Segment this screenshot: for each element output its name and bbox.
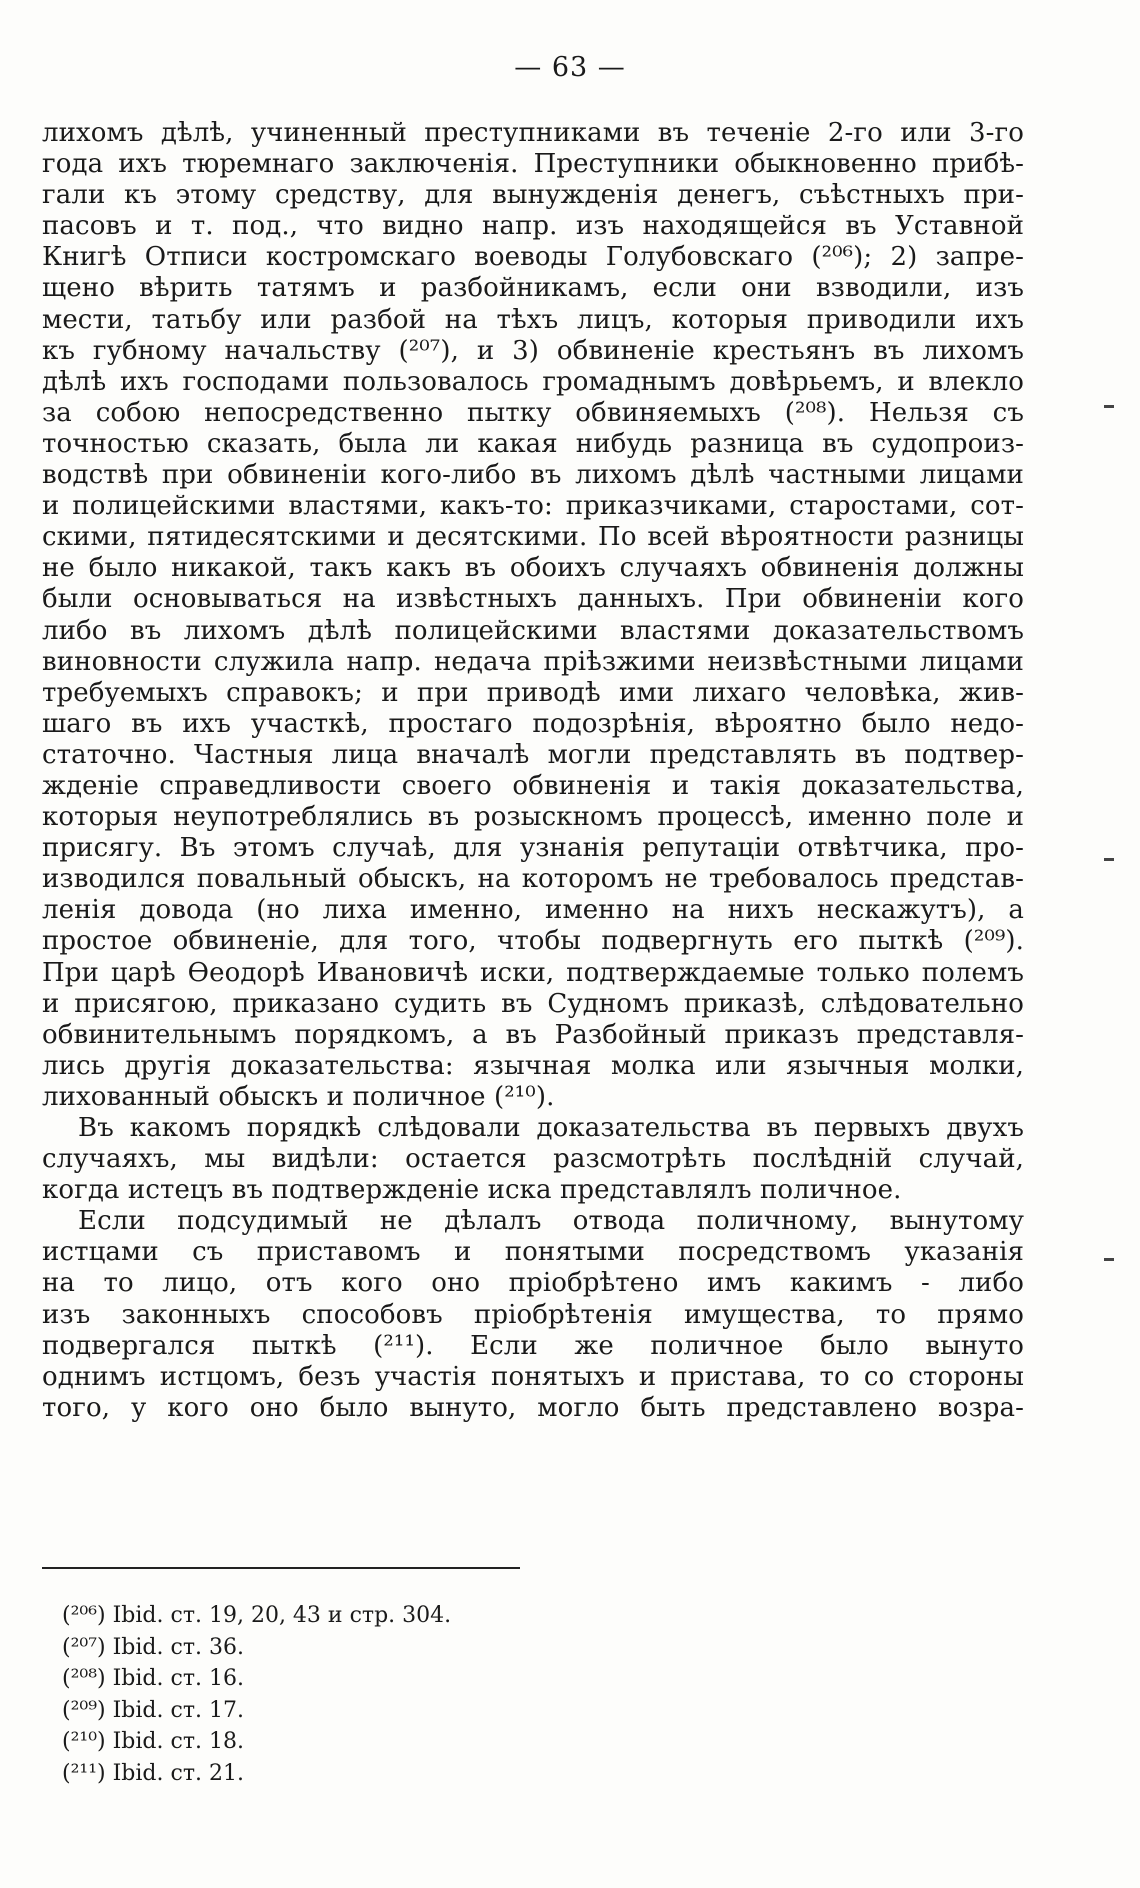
text-line: требуемыхъ справокъ; и при приводѣ ими лихаго человѣка, жив- (42, 677, 1024, 708)
text-line: изводился повальный обыскъ, на которомъ не требовалось представ- (42, 864, 1024, 895)
text-line: которыя неупотреблялись въ розыскномъ процессѣ, именно поле и (42, 802, 1024, 833)
footnote: (²⁰⁸) Ibid. ст. 16. (62, 1666, 244, 1691)
text-line: не было никакой, такъ какъ въ обоихъ случаяхъ обвиненія должны (42, 553, 1024, 584)
text-line: и полицейскими властями, какъ-то: приказчиками, старостами, сот- (42, 491, 1024, 522)
text-line: виновности служила напр. недача пріѣзжими неизвѣстными лицами (42, 646, 1024, 677)
scan-margin-mark (1104, 858, 1114, 861)
text-line: простое обвиненіе, для того, чтобы подвергнуть его пыткѣ (²⁰⁹). (42, 926, 1024, 957)
text-line: гали къ этому средству, для вынужденія денегъ, съѣстныхъ при- (42, 180, 1024, 211)
text-line: года ихъ тюремнаго заключенія. Преступники обыкновенно прибѣ- (42, 149, 1024, 180)
text-line: истцами съ приставомъ и понятыми посредствомъ указанія (42, 1237, 1024, 1268)
text-line: ленія довода (но лиха именно, именно на нихъ нескажутъ), а (42, 895, 1024, 926)
text-line: обвинительнымъ порядкомъ, а въ Разбойный приказъ представля- (42, 1019, 1024, 1050)
text-line: Если подсудимый не дѣлалъ отвода поличному, вынутому (78, 1206, 1024, 1237)
footnote: (²¹⁰) Ibid. ст. 18. (62, 1729, 244, 1754)
text-line: подвергался пыткѣ (²¹¹). Если же поличное было вынуто (42, 1330, 1024, 1361)
text-line: лихомъ дѣлѣ, учиненный преступниками въ теченіе 2-го или 3-го (42, 118, 1024, 148)
text-line: либо въ лихомъ дѣлѣ полицейскими властями доказательствомъ (42, 615, 1024, 646)
footnotes (62, 1600, 762, 1789)
main-text (42, 118, 1024, 1424)
footnote: (²⁰⁹) Ibid. ст. 17. (62, 1697, 244, 1723)
text-line: однимъ истцомъ, безъ участія понятыхъ и пристава, то со стороны (42, 1361, 1024, 1392)
text-line: скими, пятидесятскими и десятскими. По всей вѣроятности разницы (42, 522, 1024, 553)
text-line: и присягою, приказано судить въ Судномъ приказѣ, слѣдовательно (42, 988, 1024, 1019)
text-line: пасовъ и т. под., что видно напр. изъ находящейся въ Уставной (42, 211, 1024, 242)
text-line: за собою непосредственно пытку обвиняемыхъ (²⁰⁸). Нельзя съ (42, 397, 1024, 428)
text-line: точностью сказать, была ли какая нибудь разница въ судопроиз- (42, 428, 1024, 459)
text-line: къ губному начальству (²⁰⁷), и 3) обвиненіе крестьянъ въ лихомъ (42, 335, 1024, 366)
text-line: мести, татьбу или разбой на тѣхъ лицъ, которыя приводили ихъ (42, 304, 1024, 335)
text-line: шаго въ ихъ участкѣ, простаго подозрѣнія, вѣроятно было недо- (42, 708, 1024, 739)
page-number: — 63 — (514, 52, 626, 83)
text-line: При царѣ Ѳеодорѣ Ивановичѣ иски, подтверждаемые только полемъ (42, 957, 1024, 988)
text-line: дѣлѣ ихъ господами пользовалось громаднымъ довѣрьемъ, и влекло (42, 366, 1024, 397)
text-line: случаяхъ, мы видѣли: остается разсмотрѣть послѣдній случай, (42, 1144, 1024, 1175)
scan-margin-mark (1104, 405, 1114, 408)
text-line: Книгѣ Отписи костромскаго воеводы Голубовскаго (²⁰⁶); 2) запре- (42, 242, 1024, 273)
text-line: щено вѣрить татямъ и разбойникамъ, если они взводили, изъ (42, 273, 1024, 304)
text-line: на то лицо, отъ кого оно пріобрѣтено имъ какимъ - либо (42, 1268, 1024, 1299)
footnote: (²⁰⁶) Ibid. ст. 19, 20, 43 и стр. 304. (62, 1603, 452, 1628)
text-line: изъ законныхъ способовъ пріобрѣтенія имущества, то прямо (42, 1299, 1024, 1330)
text-line: водствѣ при обвиненіи кого-либо въ лихомъ дѣлѣ частными лицами (42, 460, 1024, 491)
text-line: лихованный обыскъ и поличное (²¹⁰). (42, 1081, 555, 1112)
text-line: лись другія доказательства: язычная молка или язычныя молки, (42, 1050, 1024, 1081)
text-line: когда истецъ въ подтвержденіе иска представлялъ поличное. (42, 1175, 902, 1206)
text-line: жденіе справедливости своего обвиненія и такія доказательства, (42, 770, 1024, 801)
footnote-divider (42, 1567, 520, 1569)
text-line: статочно. Частныя лица вначалѣ могли представлять въ подтвер- (42, 739, 1024, 770)
text-line: были основываться на извѣстныхъ данныхъ. При обвиненіи кого (42, 584, 1024, 615)
scan-margin-mark (1104, 1258, 1114, 1261)
footnote: (²⁰⁷) Ibid. ст. 36. (62, 1634, 244, 1660)
text-line: того, у кого оно было вынуто, могло быть представлено возра- (42, 1392, 1024, 1423)
footnote: (²¹¹) Ibid. ст. 21. (62, 1760, 244, 1786)
text-line: присягу. Въ этомъ случаѣ, для узнанія репутаціи отвѣтчика, про- (42, 833, 1024, 864)
text-line: Въ какомъ порядкѣ слѣдовали доказательства въ первыхъ двухъ (78, 1113, 1024, 1143)
